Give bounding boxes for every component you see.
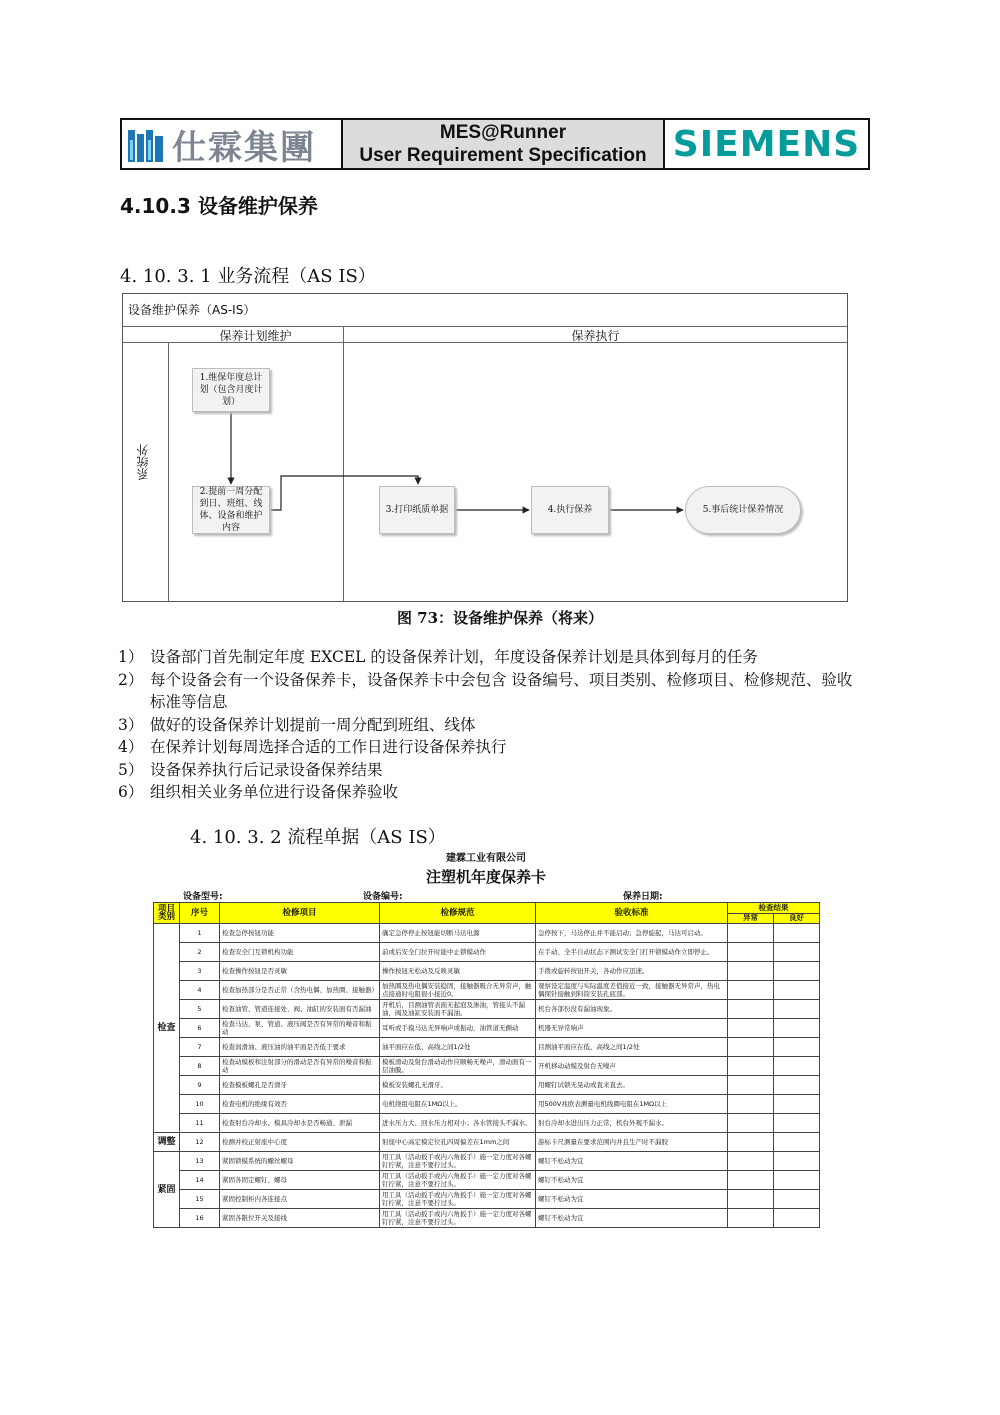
list-item: 3） 做好的设备保养计划提前一周分配到班组、线体 — [118, 715, 476, 734]
table-row: 检查 1 检查急停按钮功能 确定急停停止按钮能切断马达电源 急停按下，马达停止并不能启动；急停旋起，马达可启动。 — [154, 924, 820, 943]
section-heading: 4.10.3 设备维护保养 — [120, 194, 318, 218]
list-item: 4） 在保养计划每周选择合适的工作日进行设备保养执行 — [118, 738, 507, 756]
table-row: 调整 12 检测并校正射座中心度 射座中心高定模定位孔四周偏差在1mm之间 游标卡尺测量在要求范围内并且生产时不漏胶 — [154, 1133, 820, 1152]
device-number-label: 设备编号: — [363, 892, 403, 902]
diagram-title: 设备维护保养（AS-IS） — [128, 303, 256, 317]
col-header-result: 检查结果 — [728, 903, 820, 914]
device-model-label: 设备型号: — [183, 892, 223, 902]
col-header-abnormal: 异常 — [728, 913, 774, 924]
process-description-list — [118, 646, 858, 804]
list-item: 6） 组织相关业务单位进行设备保养验收 — [118, 783, 399, 801]
company-logo-mark-icon — [126, 124, 166, 164]
flow-step-weekly-allocation: 2.提前一周分配到日、班组、线体、设备和维护内容 — [192, 486, 270, 534]
document-title: User Requirement Specification — [359, 145, 647, 166]
col-header-seq: 序号 — [180, 903, 220, 924]
table-row: 5 检查油管、管道连接处、阀、油缸的安装面有否漏油 开机后，目测油管表面无起泡及渗油，管接头不漏油，阀及油缸安装面不漏油。 机台各部份没有漏油现象。 — [154, 1000, 820, 1019]
maintenance-card-table — [153, 902, 820, 1228]
figure-caption: 图 73：设备维护保养（将来） — [396, 609, 604, 627]
table-row: 16 紧固各限位开关及接线 用工具（活动扳手或内六角扳手）施一定力度对各螺钉拧紧，注意不要拧过头。 螺钉不松动为宜 — [154, 1209, 820, 1228]
form-meta-row — [153, 888, 819, 902]
list-item: 1） 设备部门首先制定年度 EXCEL 的设备保养计划，年度设备保养计划是具体到每月的任务 — [118, 648, 758, 666]
document-title-block — [343, 120, 665, 168]
product-name: MES@Runner — [439, 122, 567, 143]
subsection-heading-documents: 4. 10. 3. 2 流程单据（AS IS） — [190, 827, 446, 848]
table-row: 7 检查润滑油、液压油的油平面是否低于要求 油平面应在低、高线之间1/2处 目测油平面应在低、高线之间1/2处 — [154, 1038, 820, 1057]
category-fasten: 紧固 — [154, 1152, 180, 1228]
table-row: 8 检查动模板和注射部分的滑动是否有异常的噪音和振动 模板滑动及射台滑动动作应顺畅无噪声，滑动面有一层油膜。 开机移动动模及射台无噪声 — [154, 1057, 820, 1076]
subsection-heading-business-flow: 4. 10. 3. 1 业务流程（AS IS） — [120, 266, 376, 287]
col-header-item: 检修项目 — [220, 903, 380, 924]
flow-step-annual-plan: 1.维保年度总计划（包含月度计划） — [192, 368, 270, 412]
lane-label-execute: 保养执行 — [571, 329, 620, 343]
company-logo-text: 仕霖集團 — [172, 127, 316, 168]
lane-label-plan: 保养计划维护 — [219, 329, 292, 343]
form-title: 注塑机年度保养卡 — [425, 868, 546, 886]
table-row: 6 检查马达、泵、管道、液压阀是否有异常的噪音和振动 耳听或手摸马达无异响声或振动，油管道无颤动 机器无异常响声 — [154, 1019, 820, 1038]
table-row: 2 检查安全门互锁机构功能 前或后安全门拉开时能中止锁模动作 在手动、全半自动状态下测试安全门打开锁模动作立即停止。 — [154, 943, 820, 962]
category-check: 检查 — [154, 924, 180, 1133]
table-row: 14 紧固各固定螺钉、螺母 用工具（活动扳手或内六角扳手）施一定力度对各螺钉拧紧，注意不要拧过头。 螺钉不松动为宜 — [154, 1171, 820, 1190]
row-label-outside-system: 系统外 — [136, 444, 150, 480]
form-company-name: 建霖工业有限公司 — [446, 853, 526, 864]
flow-step-statistics: 5.事后统计保养情况 — [685, 486, 801, 534]
maintenance-card-form — [153, 852, 819, 1233]
list-item: 2） 每个设备会有一个设备保养卡，设备保养卡中会包含 设备编号、项目类别、检修项目、检修规范、验收标准等信息 — [118, 670, 853, 711]
table-row: 11 检查射台冷却水、模具冷却水是否畅通、泄漏 进水压力大、回水压力相对小；各水管接头不漏水。 射台冷却水进出压力正常，机台外观不漏水。 — [154, 1114, 820, 1133]
flow-step-execute-maintenance: 4.执行保养 — [531, 486, 609, 534]
flow-arrows — [123, 294, 849, 603]
col-header-good: 良好 — [774, 913, 820, 924]
maintenance-date-label: 保养日期: — [623, 892, 663, 902]
table-row: 10 检查电机的绝缘有效否 电机绕组电阻在1MΩ以上。 用500V兆欧表测量电机线圈电阻在1MΩ以上 — [154, 1095, 820, 1114]
company-logo — [122, 120, 343, 168]
col-header-category: 项目类别 — [154, 903, 180, 924]
col-header-standard: 验收标准 — [536, 903, 728, 924]
table-row: 紧固 13 紧固锁模系统的螺丝螺母 用工具（活动扳手或内六角扳手）施一定力度对各螺钉拧紧，注意不要拧过头。 螺钉不松动为宜 — [154, 1152, 820, 1171]
table-row: 9 检查模板螺孔是否滑牙 模板安装螺孔无滑牙。 用螺钉试锁无晃动或直来直去。 — [154, 1076, 820, 1095]
document-header-banner — [120, 118, 870, 170]
table-row: 15 紧固控制柜内各连接点 用工具（活动扳手或内六角扳手）施一定力度对各螺钉拧紧，注意不要拧过头。 螺钉不松动为宜 — [154, 1190, 820, 1209]
col-header-spec: 检修规范 — [380, 903, 536, 924]
table-row: 4 检查加热部分是否正常（含热电偶、加热圈、接触器） 加热圈及热电偶安装稳固，接触器吸合无异常声，触点接通时电阻很小接近0。 观察设定温度与实际温度差值接近一致，接触器无异常声，热电偶探针接触到料筒安装孔底部。 — [154, 981, 820, 1000]
table-row: 3 检查操作按钮是否灵敏 操作按钮无松动及反映灵敏 手拨或旋转按钮开关，各动作应迅速。 — [154, 962, 820, 981]
flow-step-print-paper: 3.打印纸质单据 — [379, 486, 455, 534]
list-item: 5） 设备保养执行后记录设备保养结果 — [118, 760, 383, 779]
category-adjust: 调整 — [154, 1133, 180, 1152]
siemens-logo: SIEMENS — [672, 123, 861, 165]
table-header-row — [154, 903, 820, 914]
process-flow-diagram — [122, 293, 848, 602]
